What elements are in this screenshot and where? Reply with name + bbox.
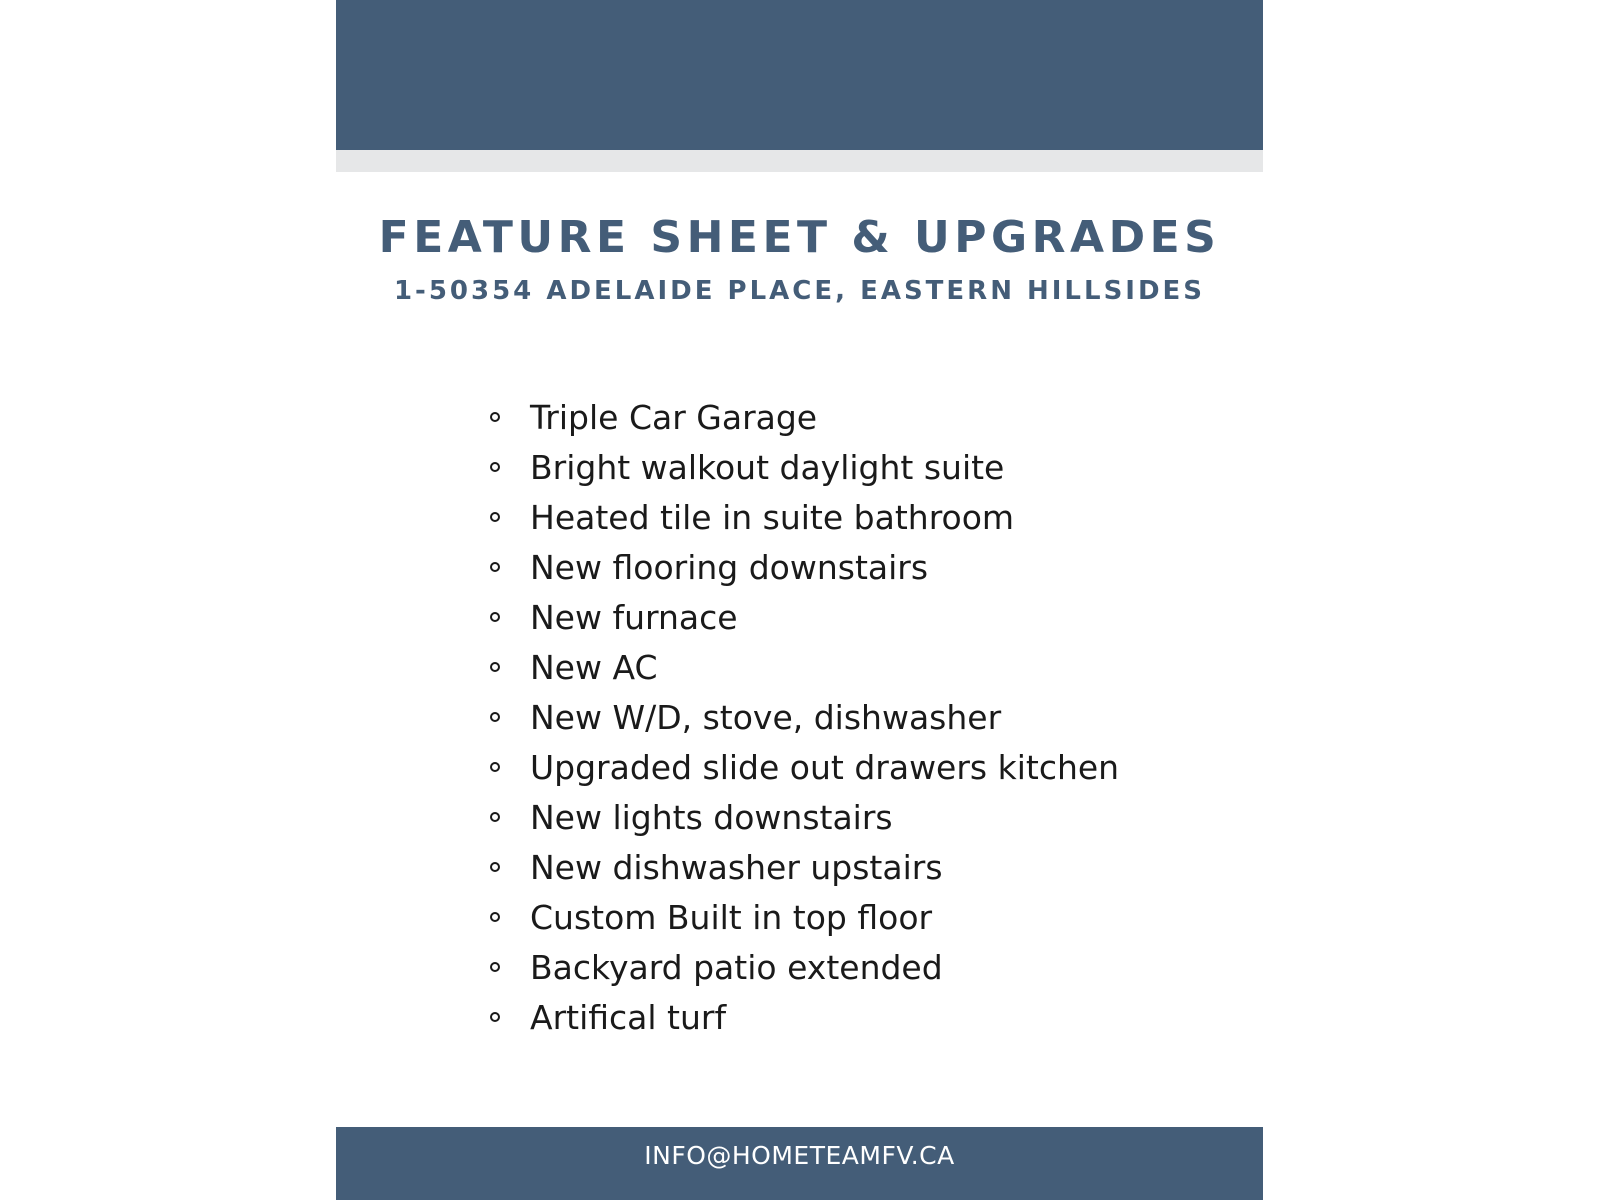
contact-email: INFO@HOMETEAMFV.CA (644, 1141, 955, 1170)
feature-label: New furnace (530, 598, 738, 637)
list-item (490, 993, 1119, 1043)
list-item (490, 843, 1119, 893)
feature-label: Triple Car Garage (530, 398, 818, 437)
feature-label: New lights downstairs (530, 798, 893, 837)
footer-band (336, 1127, 1263, 1200)
bullet-circle-icon (490, 962, 500, 972)
bullet-circle-icon (490, 562, 500, 572)
list-item (490, 943, 1119, 993)
list-item (490, 793, 1119, 843)
feature-list (490, 393, 1119, 1043)
bullet-circle-icon (490, 1012, 500, 1022)
list-item (490, 743, 1119, 793)
bullet-circle-icon (490, 662, 500, 672)
list-item (490, 693, 1119, 743)
bullet-circle-icon (490, 412, 500, 422)
feature-label: New flooring downstairs (530, 548, 929, 587)
list-item (490, 893, 1119, 943)
feature-label: New AC (530, 648, 658, 687)
feature-label: Backyard patio extended (530, 948, 943, 987)
feature-label: Heated tile in suite bathroom (530, 498, 1015, 537)
bullet-circle-icon (490, 712, 500, 722)
bullet-circle-icon (490, 912, 500, 922)
list-item (490, 643, 1119, 693)
list-item (490, 393, 1119, 443)
property-address: 1-50354 ADELAIDE PLACE, EASTERN HILLSIDES (393, 276, 1206, 306)
page-title: FEATURE SHEET & UPGRADES (378, 212, 1221, 263)
list-item (490, 493, 1119, 543)
bullet-circle-icon (490, 512, 500, 522)
feature-label: Artifical turf (530, 998, 727, 1037)
feature-label: New W/D, stove, dishwasher (530, 698, 1002, 737)
bullet-circle-icon (490, 862, 500, 872)
bullet-circle-icon (490, 612, 500, 622)
bullet-circle-icon (490, 762, 500, 772)
list-item (490, 543, 1119, 593)
feature-label: New dishwasher upstairs (530, 848, 943, 887)
list-item (490, 443, 1119, 493)
header-stripe (336, 150, 1263, 172)
feature-sheet (336, 0, 1263, 1200)
feature-label: Bright walkout daylight suite (530, 448, 1005, 487)
feature-label: Custom Built in top floor (530, 898, 933, 937)
bullet-circle-icon (490, 812, 500, 822)
list-item (490, 593, 1119, 643)
header-band (336, 0, 1263, 150)
bullet-circle-icon (490, 462, 500, 472)
feature-label: Upgraded slide out drawers kitchen (530, 748, 1120, 787)
